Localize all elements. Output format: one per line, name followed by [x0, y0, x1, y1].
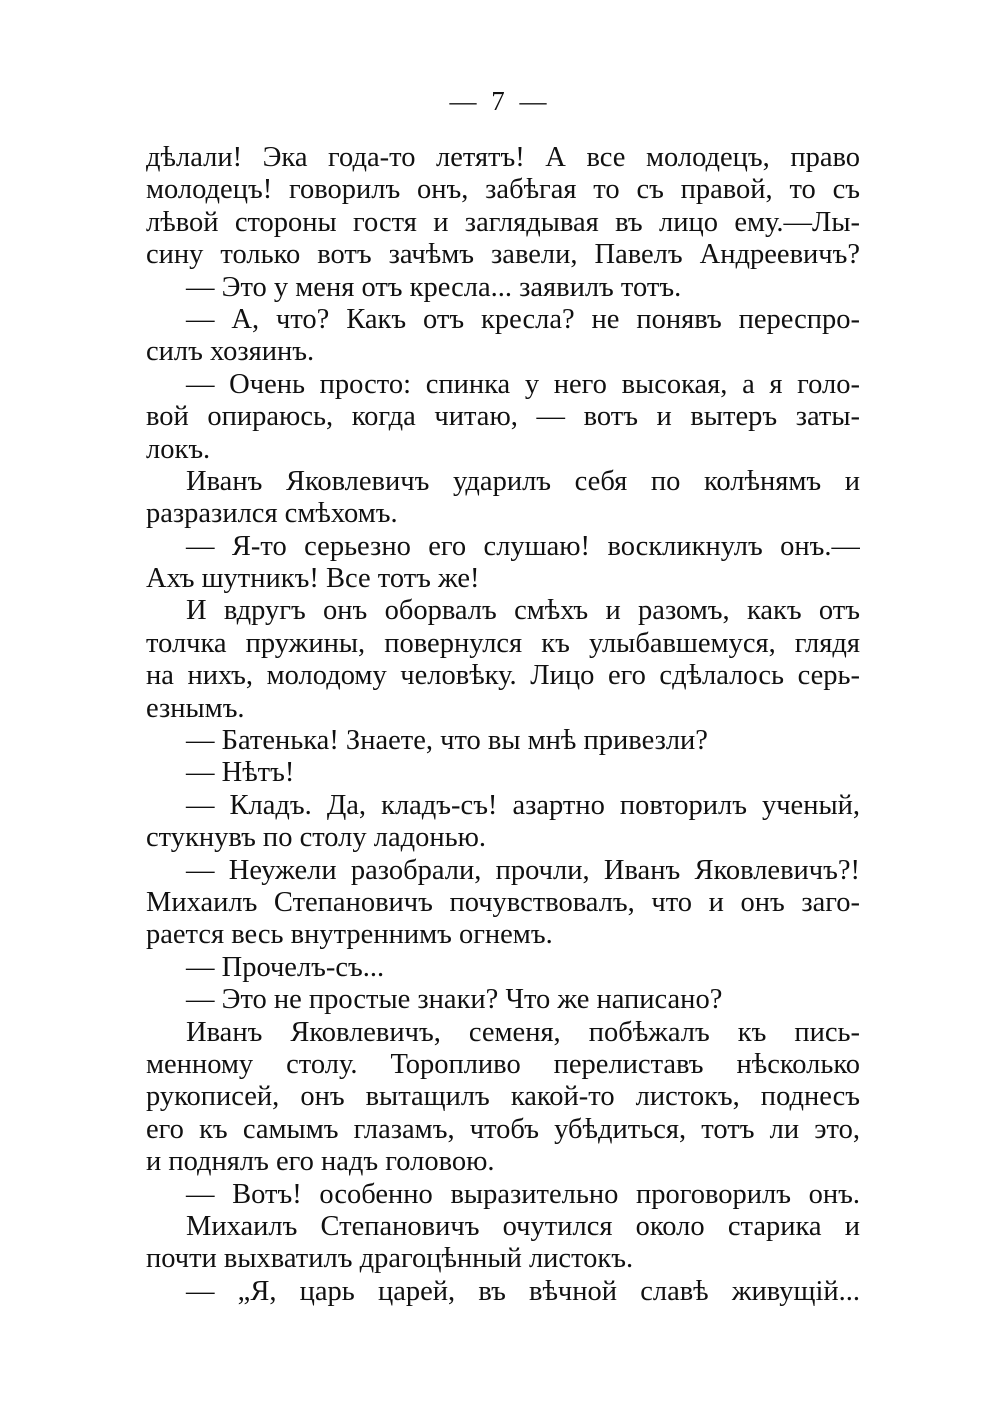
- text-line: рукописей, онъ вытащилъ какой-то листокъ, поднесъ: [146, 1081, 860, 1113]
- text-line: лѣвой стороны гостя и заглядывая въ лицо ему.—Лы-: [146, 206, 860, 238]
- text-line: Михаилъ Степановичъ очутился около старика и: [186, 1210, 860, 1242]
- text-line: дѣлали! Эка года-то летятъ! А все молодецъ, право: [146, 142, 860, 173]
- text-line: его къ самымъ глазамъ, чтобъ убѣдиться, тотъ ли это,: [146, 1113, 860, 1145]
- text-line: силъ хозяинъ.: [146, 336, 315, 368]
- text-line: Михаилъ Степановичъ почувствовалъ, что и онъ заго-: [146, 886, 860, 918]
- text-line: Ахъ шутникъ! Все тотъ же!: [146, 563, 480, 595]
- text-line: — Очень просто: спинка у него высокая, а я голо-: [186, 368, 860, 400]
- text-line: — Это не простые знаки? Что же написано?: [186, 984, 723, 1016]
- text-line: — Вотъ! особенно выразительно проговорилъ онъ.: [186, 1178, 860, 1210]
- text-line: Иванъ Яковлевичъ, семеня, побѣжалъ къ пись-: [186, 1016, 860, 1048]
- text-line: рается весь внутреннимъ огнемъ.: [146, 919, 553, 951]
- text-line: И вдругъ онъ оборвалъ смѣхъ и разомъ, какъ отъ: [186, 595, 860, 627]
- text-line: — Прочелъ-съ...: [186, 951, 385, 983]
- body-text: [146, 142, 860, 1308]
- text-line: езнымъ.: [146, 692, 245, 724]
- text-line: — Батенька! Знаете, что вы мнѣ привезли?: [186, 725, 708, 757]
- text-line: — Нѣтъ!: [186, 757, 295, 789]
- text-line: — Это у меня отъ кресла... заявилъ тотъ.: [186, 271, 682, 303]
- text-line: вой опираюсь, когда читаю, — вотъ и вытеръ заты-: [146, 401, 860, 433]
- text-line: толчка пружины, повернулся къ улыбавшемуся, глядя: [146, 627, 860, 659]
- text-line: молодецъ! говорилъ онъ, забѣгая то съ правой, то съ: [146, 174, 860, 206]
- text-line: стукнувъ по столу ладонью.: [146, 822, 487, 854]
- page-number: — 7 —: [449, 86, 551, 116]
- text-line: сину только вотъ зачѣмъ завели, Павелъ Андреевичъ?: [146, 239, 860, 271]
- text-line: Иванъ Яковлевичъ ударилъ себя по колѣнямъ и: [186, 465, 860, 497]
- text-line: менному столу. Торопливо перелиставъ нѣсколько: [146, 1048, 860, 1080]
- text-line: — Я-то серьезно его слушаю! воскликнулъ онъ.—: [186, 530, 860, 562]
- text-line: — А, что? Какъ отъ кресла? не понявъ переспро-: [186, 303, 860, 335]
- text-line: — Кладъ. Да, кладъ-съ! азартно повторилъ ученый,: [186, 789, 860, 821]
- text-line: почти выхватилъ драгоцѣнный листокъ.: [146, 1243, 634, 1275]
- text-line: — Неужели разобрали, прочли, Иванъ Яковлевичъ?!: [186, 854, 860, 886]
- text-line: локъ.: [146, 433, 211, 465]
- text-line: на нихъ, молодому человѣку. Лицо его сдѣлалось серь-: [146, 660, 860, 692]
- text-line: разразился смѣхомъ.: [146, 498, 398, 530]
- text-line: — „Я, царь царей, въ вѣчной славѣ живущій...: [186, 1275, 860, 1307]
- text-line: и поднялъ его надъ головою.: [146, 1146, 495, 1178]
